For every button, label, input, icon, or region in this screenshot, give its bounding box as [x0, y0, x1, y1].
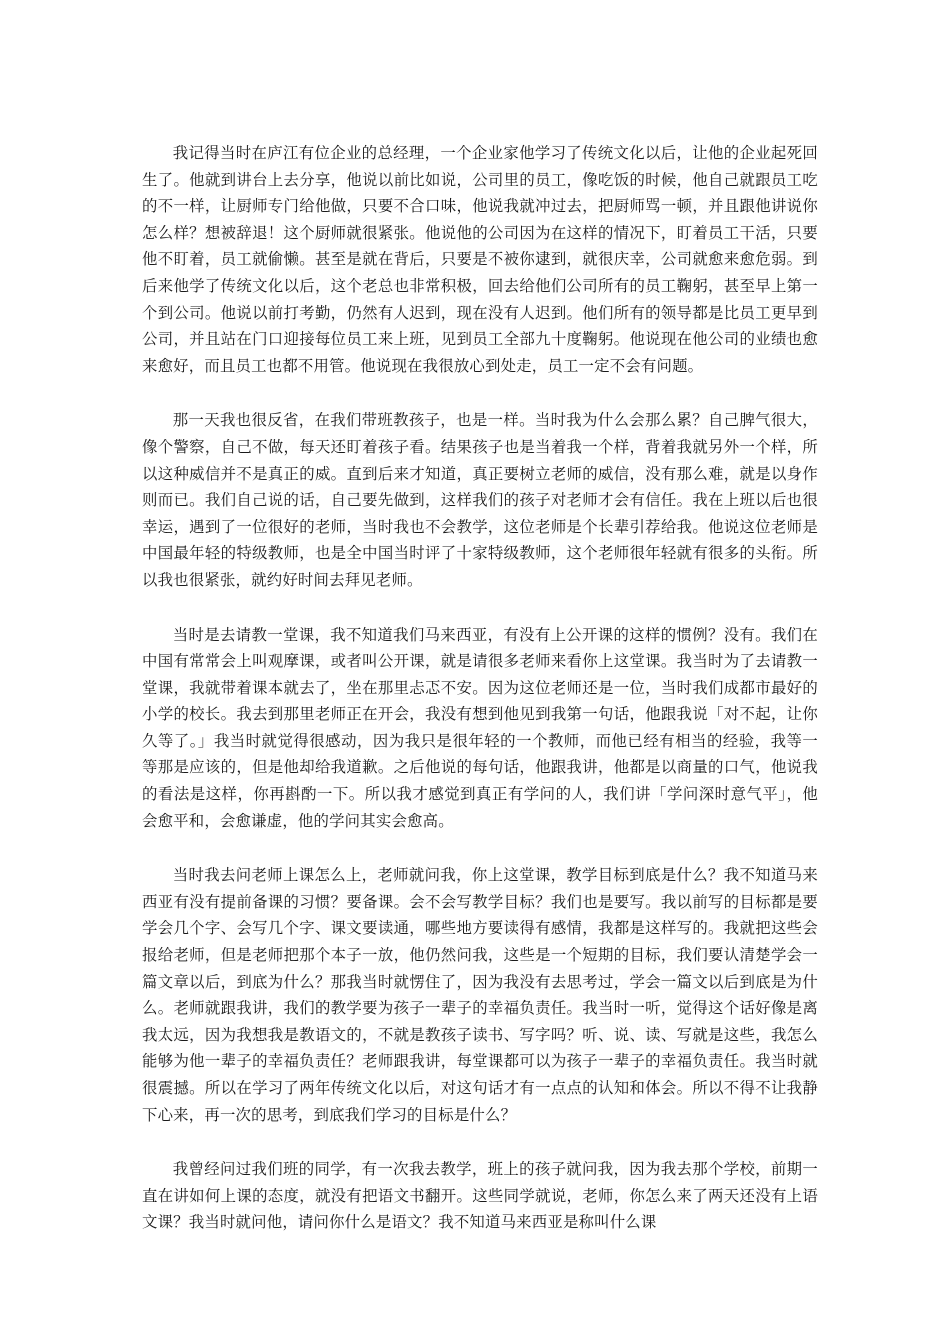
- paragraph-4: 当时我去问老师上课怎么上，老师就问我，你上这堂课，教学目标到底是什么？我不知道马来西亚有没有提前备课的习惯？要备课。会不会写教学目标？我们也是要写。我以前写的目标都是要学会几个字、会写几个字、课文要读通，哪些地方要读得有感情，我都是这样写的。我就把这些会报给老师，但是老师把那个本子一放，他仍然问我，这些是一个短期的目标，我们要认清楚学会一篇文章以后，到底为什么？那我当时就愣住了，因为我没有去思考过，学会一篇文以后到底是为什么。老师就跟我讲，我们的教学要为孩子一辈子的幸福负责任。我当时一听，觉得这个话好像是离我太远，因为我想我是教语文的，不就是教孩子读书、写字吗？听、说、读、写就是这些，我怎么能够为他一辈子的幸福负责任？老师跟我讲，每堂课都可以为孩子一辈子的幸福负责任。我当时就很震撼。所以在学习了两年传统文化以后，对这句话才有一点点的认知和体会。所以不得不让我静下心来，再一次的思考，到底我们学习的目标是什么？: [142, 866, 818, 1124]
- document-page: [142, 140, 818, 1264]
- paragraph-5: 我曾经问过我们班的同学，有一次我去教学，班上的孩子就问我，因为我去那个学校，前期一直在讲如何上课的态度，就没有把语文书翻开。这些同学就说，老师，你怎么来了两天还没有上语文课？我当时就问他，请问你什么是语文？我不知道马来西亚是称叫什么课: [142, 1160, 818, 1232]
- paragraph-3: 当时是去请教一堂课，我不知道我们马来西亚，有没有上公开课的这样的惯例？没有。我们在中国有常常会上叫观摩课，或者叫公开课，就是请很多老师来看你上这堂课。我当时为了去请教一堂课，我就带着课本就去了，坐在那里忐忑不安。因为这位老师还是一位，当时我们成都市最好的小学的校长。我去到那里老师正在开会，我没有想到他见到我第一句话，他跟我说「对不起，让你久等了。」我当时就觉得很感动，因为我只是很年轻的一个教师，而他已经有相当的经验，我等一等那是应该的，但是他却给我道歉。之后他说的每句话，他跟我讲，他都是以商量的口气，他说我的看法是这样，你再斟酌一下。所以我才感觉到真正有学问的人，我们讲「学问深时意气平」，他会愈平和，会愈谦虚，他的学问其实会愈高。: [142, 625, 818, 830]
- paragraph-2: 那一天我也很反省，在我们带班教孩子，也是一样。当时我为什么会那么累？自己脾气很大，像个警察，自己不做，每天还盯着孩子看。结果孩子也是当着我一个样，背着我就另外一个样，所以这种威信并不是真正的威。直到后来才知道，真正要树立老师的威信，没有那么难，就是以身作则而已。我们自己说的话，自己要先做到，这样我们的孩子对老师才会有信任。我在上班以后也很幸运，遇到了一位很好的老师，当时我也不会教学，这位老师是个长辈引荐给我。他说这位老师是中国最年轻的特级教师，也是全中国当时评了十家特级教师，这个老师很年轻就有很多的头衔。所以我也很紧张，就约好时间去拜见老师。: [142, 411, 818, 589]
- paragraph-1: 我记得当时在庐江有位企业的总经理，一个企业家他学习了传统文化以后，让他的企业起死回生了。他就到讲台上去分享，他说以前比如说，公司里的员工，像吃饭的时候，他自己就跟员工吃的不一样，让厨师专门给他做，只要不合口味，他说我就冲过去，把厨师骂一顿，并且跟他讲说你怎么样？想被辞退！这个厨师就很紧张。他说他的公司因为在这样的情况下，盯着员工干活，只要他不盯着，员工就偷懒。甚至是就在背后，只要是不被你逮到，就很庆幸，公司就愈来愈危弱。到后来他学了传统文化以后，这个老总也非常积极，回去给他们公司所有的员工鞠躬，甚至早上第一个到公司。他说以前打考勤，仍然有人迟到，现在没有人迟到。他们所有的领导都是比员工更早到公司，并且站在门口迎接每位员工来上班，见到员工全部九十度鞠躬。他说现在他公司的业绩也愈来愈好，而且员工也都不用管。他说现在我很放心到处走，员工一定不会有问题。: [142, 144, 818, 375]
